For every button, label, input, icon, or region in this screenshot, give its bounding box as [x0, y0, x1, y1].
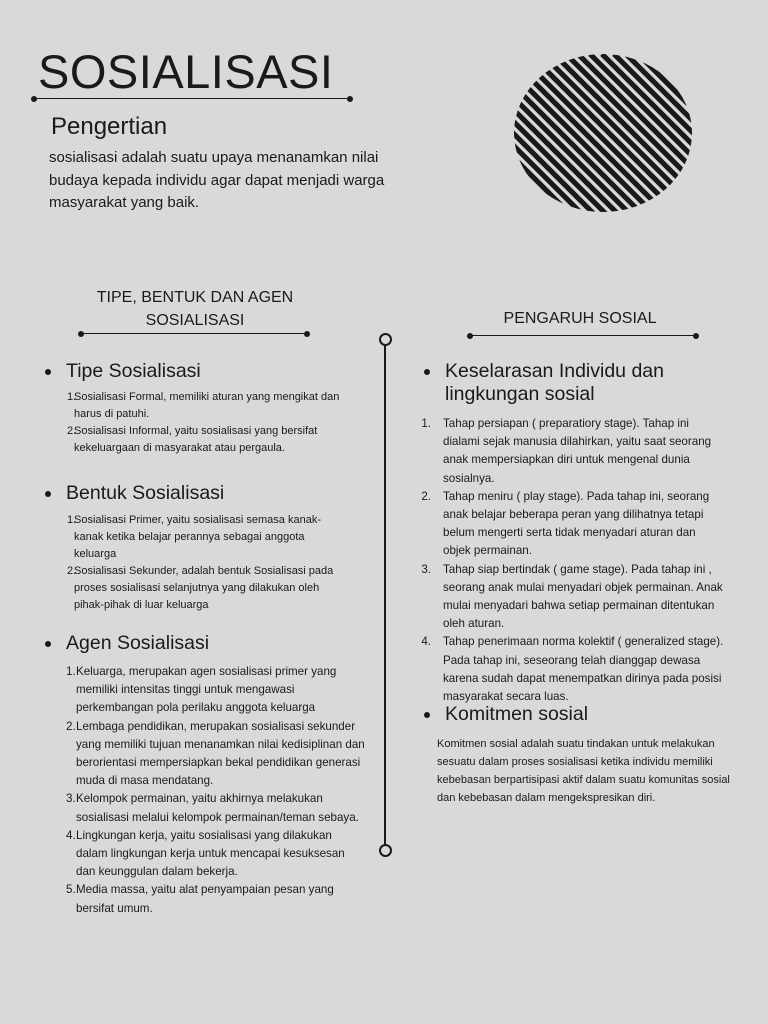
list-number: 2.: [67, 425, 77, 437]
topic-bentuk-sosialisasi: [45, 482, 224, 505]
right-divider-dot-start: [467, 333, 473, 339]
list-number: 4.: [421, 635, 431, 649]
list-item: [67, 389, 357, 423]
section-subtitle: Pengertian: [51, 113, 168, 140]
bullet-icon: [424, 369, 430, 375]
list-item-text: Sosialisasi Informal, yaitu sosialisasi yang bersifat kekeluargaan di masyarakat atau pergaula.: [74, 425, 318, 454]
right-section-heading: PENGARUH SOSIAL: [503, 310, 657, 327]
list-item: [411, 561, 726, 634]
list-item-text: Sosialisasi Formal, memiliki aturan yang mengikat dan harus di patuhi.: [74, 391, 340, 420]
topic-title: Keselarasan Individu dan lingkungan sosial: [445, 360, 664, 405]
divider-dot-left: [31, 96, 37, 102]
topic-title: Agen Sosialisasi: [66, 632, 210, 654]
list-item: [66, 881, 366, 917]
list-item-text: Tahap meniru ( play stage). Pada tahap ini, seorang anak belajar beberapa peran yang dilihatnya tetapi belum mengerti serta tidak menyadari aturan dan objek permainan.: [443, 489, 710, 558]
list-number: 1.: [67, 514, 77, 526]
list-item-text: Lembaga pendidikan, merupakan sosialisasi sekunder yang memiliki tujuan menanamkan nilai kedisiplinan dan berorientasi mempersiapkan bekal pendidikan generasi muda di masa mendatang.: [76, 719, 365, 788]
divider-ring-top: [379, 333, 392, 346]
bullet-icon: [45, 369, 51, 375]
list-item-text: Keluarga, merupakan agen sosialisasi primer yang memiliki intensitas tinggi untuk mengawasi perkembangan pola perilaku anggota keluarga: [76, 665, 337, 715]
left-divider-dot-start: [78, 331, 84, 337]
list-item: [67, 512, 347, 563]
definition-text: sosialisasi adalah suatu upaya menanamkan nilai budaya kepada individu agar dapat menjadi warga masyarakat yang baik.: [49, 149, 385, 211]
page-title: SOSIALISASI: [38, 45, 334, 98]
left-heading-line1: TIPE, BENTUK DAN AGEN: [96, 289, 294, 306]
right-heading-divider: [470, 335, 696, 336]
list-number: 1.: [421, 417, 431, 430]
list-item-text: Sosialisasi Sekunder, adalah bentuk Sosialisasi pada proses sosialisasi selanjutnya yang dilakukan oleh pihak-pihak di luar keluarga: [74, 565, 334, 611]
list-number: 2.: [421, 489, 431, 503]
list-item-text: Kelompok permainan, yaitu akhirnya melakukan sosialisasi melalui kelompok permainan/teman sebaya.: [76, 792, 359, 824]
left-divider-dot-end: [304, 331, 310, 337]
title-divider: [34, 98, 350, 99]
left-heading-divider: [81, 333, 307, 334]
topic-title: Tipe Sosialisasi: [66, 360, 201, 382]
topic-title: Bentuk Sosialisasi: [66, 482, 225, 504]
tipe-list: [67, 389, 357, 457]
list-number: 1.: [66, 665, 76, 678]
keselarasan-list: [411, 415, 726, 706]
left-heading-line2: SOSIALISASI: [145, 311, 245, 329]
list-item: [66, 790, 366, 826]
left-section-heading: [70, 287, 320, 332]
list-number: 5.: [66, 883, 76, 897]
bullet-icon: [45, 641, 51, 647]
komitmen-text: Komitmen sosial adalah suatu tindakan untuk melakukan sesuatu dalam proses sosialisasi ketika individu memiliki kebebasan berpartisipasi aktif dalam suatu komunitas sosial dan kebebasan dalam mengekspresikan diri.: [437, 738, 730, 804]
list-item: [66, 718, 366, 791]
list-item: [411, 488, 726, 561]
bullet-icon: [424, 712, 430, 718]
agen-list: [66, 663, 366, 918]
list-item: [67, 563, 347, 614]
list-item: [66, 663, 366, 718]
striped-circle-graphic: [514, 54, 692, 212]
list-item: [411, 633, 726, 706]
topic-agen-sosialisasi: [45, 632, 209, 655]
list-number: 4.: [66, 828, 76, 842]
topic-title: Komitmen sosial: [445, 703, 589, 725]
topic-keselarasan: [424, 360, 664, 406]
center-vertical-divider: [384, 345, 386, 847]
list-number: 2.: [67, 565, 77, 577]
list-item: [67, 423, 357, 457]
list-item-text: Sosialisasi Primer, yaitu sosialisasi semasa kanak-kanak ketika belajar perannya sebagai anggota keluarga: [74, 514, 321, 560]
list-number: 3.: [421, 562, 431, 576]
list-number: 2.: [66, 719, 76, 733]
list-item: [66, 827, 366, 882]
list-item: [411, 415, 726, 488]
list-item-text: Tahap siap bertindak ( game stage). Pada tahap ini , seorang anak mulai menyadari objek permainan. Anak mulai menyadari bahwa setiap permainan ditentukan oleh aturan.: [443, 562, 723, 631]
list-item-text: Media massa, yaitu alat penyampaian pesan yang bersifat umum.: [76, 883, 334, 915]
list-item-text: Tahap persiapan ( preparatiory stage). Tahap ini dialami sejak manusia dilahirkan, yaitu saat seorang anak mempersiapkan diri untuk mengenal dunia sosialnya.: [443, 417, 712, 485]
bullet-icon: [45, 491, 51, 497]
list-number: 1.: [67, 391, 77, 403]
list-item-text: Tahap penerimaan norma kolektif ( generalized stage). Pada tahap ini, seseorang telah dianggap dewasa karena sudah dapat menempatkan dirinya pada posisi masyarakat secara luas.: [443, 635, 724, 704]
divider-ring-bottom: [379, 844, 392, 857]
right-divider-dot-end: [693, 333, 699, 339]
topic-tipe-sosialisasi: [45, 360, 201, 383]
list-number: 3.: [66, 792, 76, 806]
bentuk-list: [67, 512, 347, 614]
topic-komitmen-sosial: [424, 703, 588, 726]
divider-dot-right: [347, 96, 353, 102]
list-item-text: Lingkungan kerja, yaitu sosialisasi yang dilakukan dalam lingkungan kerja untuk mencapai kesuksesan dan keunggulan dalam bekerja.: [76, 828, 345, 879]
